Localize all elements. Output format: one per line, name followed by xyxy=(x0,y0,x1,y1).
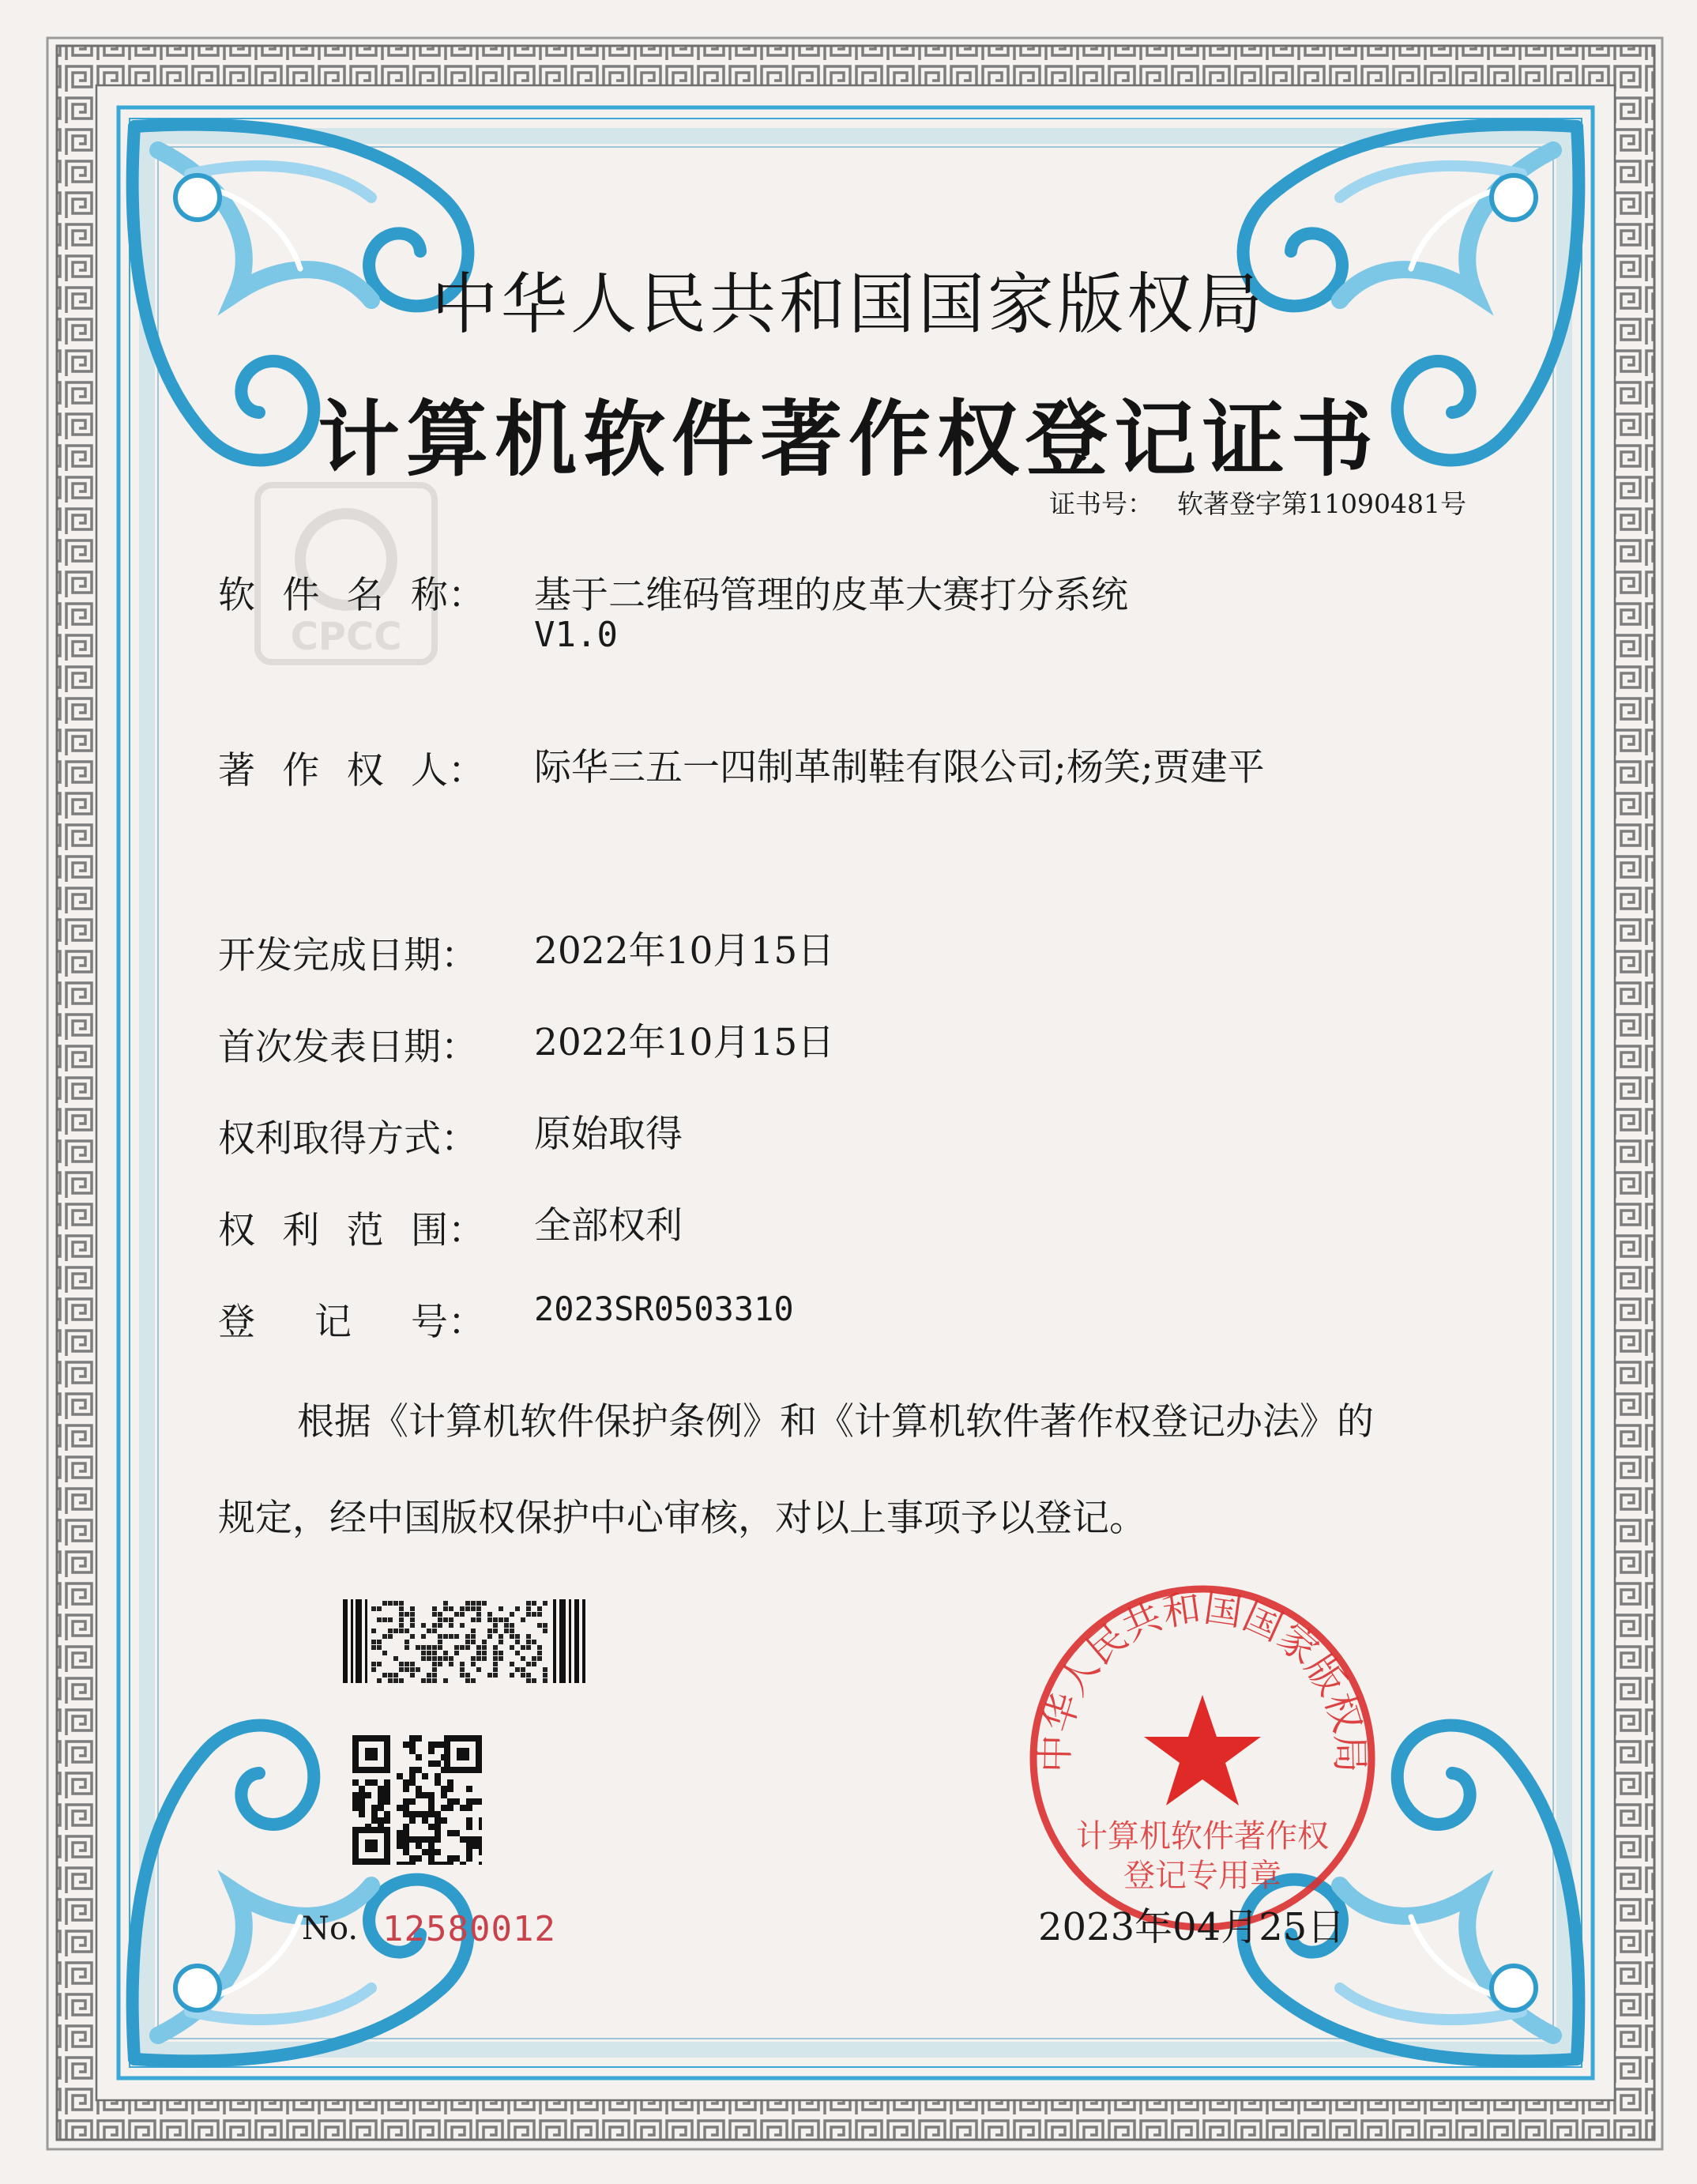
official-seal xyxy=(1021,1576,1384,1940)
statement-line-2: 规定，经中国版权保护中心审核，对以上事项予以登记。 xyxy=(218,1497,1146,1540)
software-name-value: 基于二维码管理的皮革大赛打分系统 xyxy=(534,574,1128,617)
issuing-authority: 中华人民共和国国家版权局 xyxy=(431,265,1266,343)
publication-date-value: 2022年10月15日 xyxy=(534,1021,835,1064)
label-char: 著 xyxy=(218,749,255,793)
issue-date: 2023年04月25日 xyxy=(1038,1905,1345,1949)
statement-line-1: 根据《计算机软件保护条例》和《计算机软件著作权登记办法》的 xyxy=(297,1400,1374,1444)
label-char: 利 xyxy=(282,1209,320,1252)
label-char: 范 xyxy=(346,1209,384,1252)
software-name-label xyxy=(218,566,485,619)
software-version-value: V1.0 xyxy=(534,615,618,655)
star-icon xyxy=(1144,1695,1261,1806)
development-date-value: 2022年10月15日 xyxy=(534,929,835,973)
label-char: 名 xyxy=(346,574,384,617)
label-char: 件 xyxy=(282,574,320,617)
certificate-number xyxy=(1049,484,1466,521)
rights-acquisition-label: 权利取得方式： xyxy=(218,1117,478,1161)
label-char: 作 xyxy=(282,749,320,793)
label-char: 记 xyxy=(314,1301,352,1344)
copyright-owner-label xyxy=(218,741,485,794)
seal-inner-line-1: 计算机软件著作权 xyxy=(1076,1818,1329,1855)
certificate-number-label: 证书号： xyxy=(1049,488,1153,519)
certificate-number-value: 软著登字第11090481号 xyxy=(1177,488,1466,519)
rights-acquisition-value: 原始取得 xyxy=(534,1113,683,1156)
label-char: 称： xyxy=(410,574,485,617)
svg-text:CPCC: CPCC xyxy=(290,615,402,659)
publication-date-label: 首次发表日期： xyxy=(218,1026,478,1069)
serial-number-value: 12580012 xyxy=(382,1909,556,1949)
barcode-image xyxy=(343,1599,588,1683)
label-char: 人： xyxy=(410,749,485,793)
label-char: 围： xyxy=(410,1209,485,1252)
serial-number-label: No. xyxy=(302,1911,359,1947)
seal-inner-line-2: 登记专用章 xyxy=(1123,1858,1281,1894)
label-char: 号： xyxy=(411,1301,485,1344)
label-char: 软 xyxy=(218,574,255,617)
development-date-label: 开发完成日期： xyxy=(218,934,478,977)
registration-number-label xyxy=(218,1293,485,1346)
rights-scope-value: 全部权利 xyxy=(534,1204,683,1248)
seal-ring-text: 中华人民共和国国家版权局 xyxy=(1033,1586,1372,1773)
copyright-owner-value: 际华三五一四制革制鞋有限公司;杨笑;贾建平 xyxy=(534,746,1265,789)
certificate-title: 计算机软件著作权登记证书 xyxy=(317,391,1379,488)
label-char: 权 xyxy=(346,749,384,793)
qr-code-image xyxy=(352,1735,482,1865)
label-char: 登 xyxy=(218,1301,255,1344)
label-char: 权 xyxy=(218,1209,255,1252)
rights-scope-label xyxy=(218,1201,485,1254)
registration-number-value: 2023SR0503310 xyxy=(534,1290,794,1328)
